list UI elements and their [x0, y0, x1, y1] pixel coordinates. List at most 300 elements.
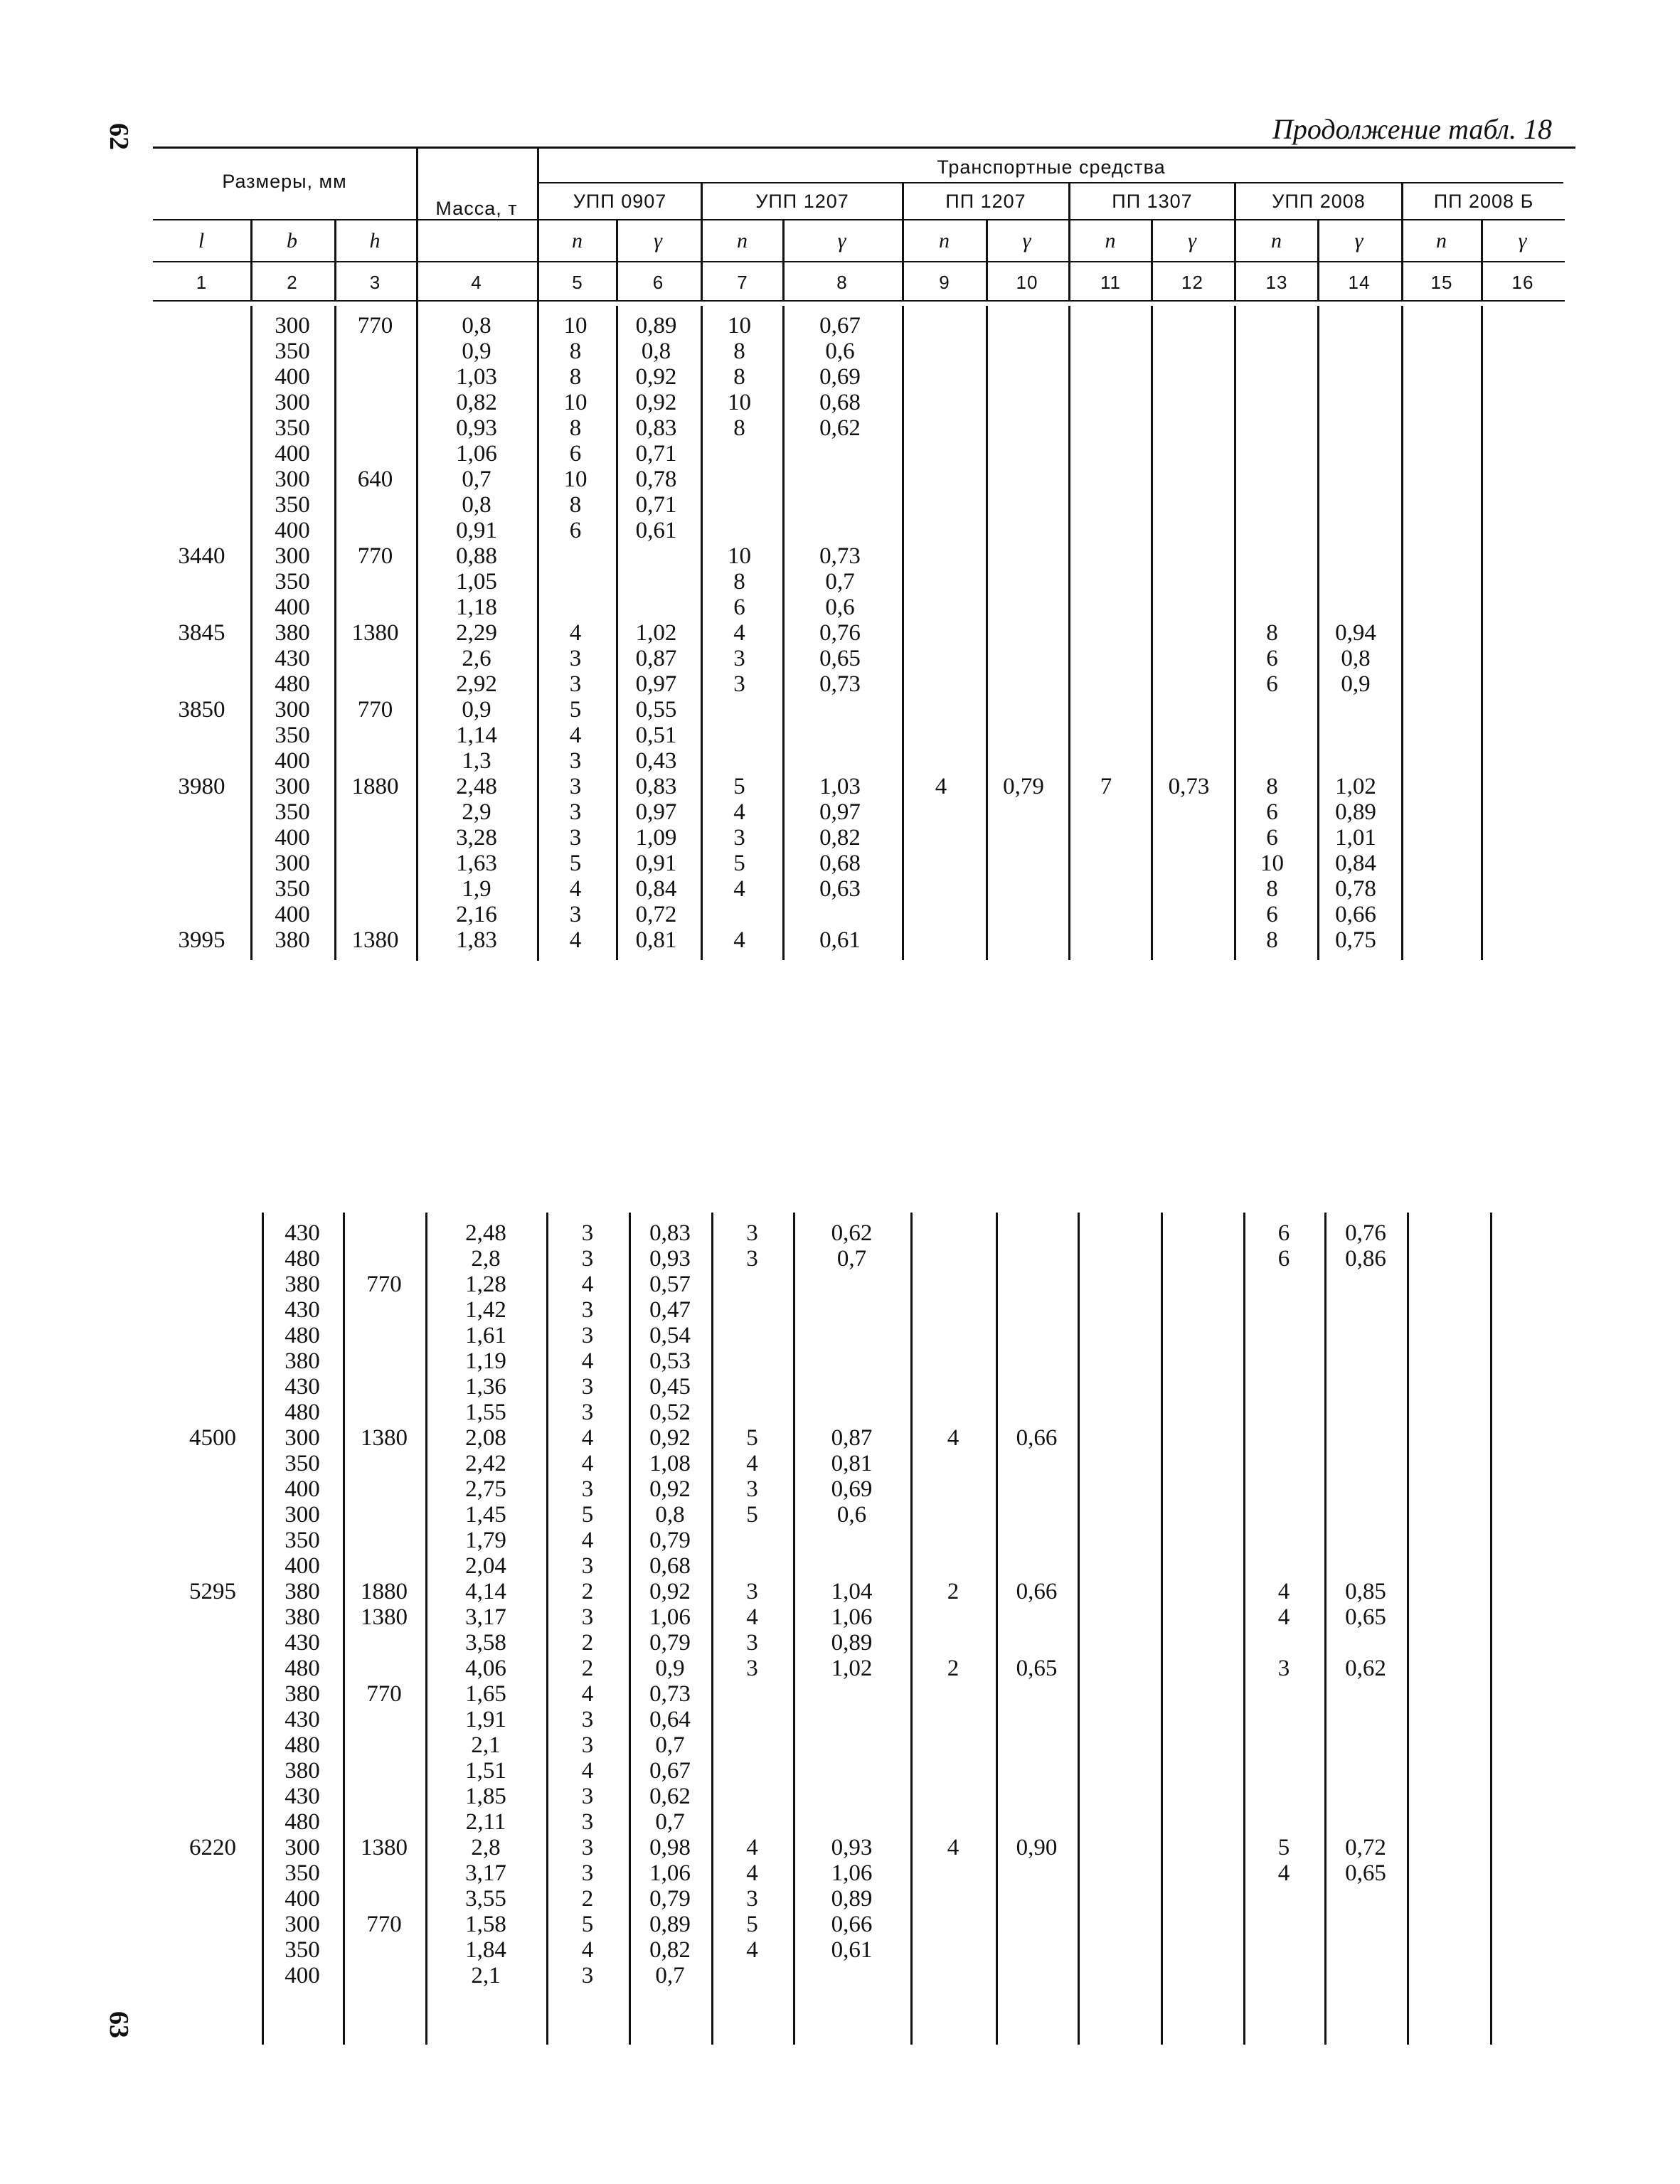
cell-pp1307-n: [1078, 1220, 1161, 1246]
cell-pp2008b-gamma: [1477, 518, 1561, 543]
cell-upp1207-n: [698, 723, 780, 748]
cell-pp1207-gamma: [982, 569, 1065, 595]
cell-h: 1380: [351, 620, 399, 646]
cell-pp2008b-gamma: [1477, 467, 1561, 492]
cell-l: [164, 1912, 262, 1937]
cell-upp2008-gamma: 0,86: [1345, 1246, 1386, 1272]
table-row: [153, 825, 1561, 851]
column-number: 9: [939, 272, 950, 293]
cell-l: [164, 1502, 262, 1528]
cell-pp1207-n: [900, 492, 982, 518]
cell-upp0907-n: 4: [581, 1681, 594, 1707]
cell-h: [343, 1297, 425, 1323]
cell-upp2008-gamma: [1314, 748, 1398, 774]
cell-pp1307-n: [1065, 595, 1147, 620]
cell-pp1207-n: [910, 1886, 996, 1912]
cell-pp1207-gamma: [996, 1323, 1078, 1348]
cell-upp0907-n: 4: [581, 1272, 594, 1297]
cell-pp1307-n: [1078, 1400, 1161, 1425]
cell-upp0907-n: 3: [569, 671, 582, 697]
cell-upp0907-gamma: 0,79: [649, 1630, 691, 1656]
cell-pp1307-gamma: [1161, 1835, 1243, 1860]
cell-pp2008b-n: [1407, 1835, 1490, 1860]
table-row: [153, 364, 1561, 390]
cell-h: 640: [357, 467, 393, 492]
cell-upp1207-gamma: [793, 1297, 910, 1323]
cell-pp1307-n: [1065, 620, 1147, 646]
cell-pp2008b-gamma: [1490, 1604, 1565, 1630]
cell-upp1207-n: 4: [733, 799, 745, 825]
table-row: [153, 492, 1561, 518]
cell-upp0907-gamma: 0,62: [649, 1784, 691, 1809]
cell-h: [334, 518, 416, 543]
table-row: [164, 1502, 1565, 1528]
cell-pp1307-n: [1078, 1732, 1161, 1758]
cell-pp2008b-gamma: [1490, 1886, 1565, 1912]
table-row: [153, 467, 1561, 492]
cell-upp1207-gamma: 0,87: [831, 1425, 873, 1451]
cell-pp1307-gamma: [1161, 1681, 1243, 1707]
cell-upp1207-gamma: 0,73: [819, 543, 861, 569]
cell-pp1307-gamma: [1147, 467, 1230, 492]
cell-mass: 3,17: [465, 1604, 506, 1630]
table-row: [164, 1297, 1565, 1323]
cell-pp1307-gamma: [1147, 339, 1230, 364]
table-row: [164, 1681, 1565, 1707]
cell-upp0907-n: 3: [581, 1784, 594, 1809]
cell-h: [343, 1656, 425, 1681]
cell-pp2008b-gamma: [1490, 1246, 1565, 1272]
cell-b: 400: [275, 902, 310, 927]
cell-pp1307-gamma: [1161, 1604, 1243, 1630]
cell-b: 300: [275, 774, 310, 799]
cell-pp1207-gamma: [982, 441, 1065, 467]
cell-upp1207-gamma: [793, 1553, 910, 1579]
table-row: [164, 1860, 1565, 1886]
cell-pp2008b-gamma: [1477, 569, 1561, 595]
cell-pp1207-n: 4: [935, 774, 947, 799]
cell-upp2008-n: [1243, 1809, 1324, 1835]
cell-upp1207-gamma: 0,76: [819, 620, 861, 646]
cell-l: [164, 1630, 262, 1656]
cell-pp2008b-n: [1407, 1400, 1490, 1425]
cell-upp2008-gamma: [1324, 1348, 1407, 1374]
cell-pp2008b-n: [1407, 1758, 1490, 1784]
cell-pp1307-n: [1065, 927, 1147, 953]
cell-pp1207-gamma: [982, 467, 1065, 492]
cell-upp2008-n: 4: [1277, 1860, 1290, 1886]
cell-mass: 2,08: [465, 1425, 506, 1451]
cell-pp1307-n: [1078, 1681, 1161, 1707]
cell-b: 400: [275, 595, 310, 620]
cell-h: [343, 1758, 425, 1784]
cell-pp1207-gamma: [996, 1912, 1078, 1937]
cell-h: [334, 390, 416, 415]
cell-pp2008b-gamma: [1490, 1784, 1565, 1809]
cell-h: [334, 492, 416, 518]
cell-b: 380: [275, 620, 310, 646]
cell-pp2008b-gamma: [1490, 1425, 1565, 1451]
cell-upp2008-n: [1230, 313, 1314, 339]
cell-l: [164, 1886, 262, 1912]
table-row: [153, 595, 1561, 620]
cell-h: 1380: [361, 1425, 408, 1451]
gamma-header: γ: [654, 229, 663, 252]
cell-mass: 0,82: [456, 390, 497, 415]
cell-pp1207-gamma: [982, 825, 1065, 851]
table-caption: Продолжение табл. 18: [1272, 113, 1552, 145]
table-row: [164, 1963, 1565, 1988]
cell-upp0907-n: 3: [581, 1860, 594, 1886]
cell-pp2008b-n: [1398, 313, 1477, 339]
column-number: 16: [1511, 272, 1534, 293]
cell-pp1307-gamma: [1161, 1553, 1243, 1579]
cell-pp1207-gamma: [982, 543, 1065, 569]
cell-mass: 0,88: [456, 543, 497, 569]
cell-upp2008-gamma: [1314, 441, 1398, 467]
cell-upp1207-gamma: 1,03: [819, 774, 861, 799]
cell-l: [153, 748, 250, 774]
table-row: [164, 1220, 1565, 1246]
cell-pp1207-n: 4: [947, 1425, 959, 1451]
cell-upp2008-n: [1230, 595, 1314, 620]
cell-upp1207-gamma: [793, 1758, 910, 1784]
cell-pp1307-gamma: [1147, 646, 1230, 671]
cell-l: [164, 1784, 262, 1809]
cell-pp1307-n: [1078, 1246, 1161, 1272]
cell-pp2008b-n: [1398, 543, 1477, 569]
cell-upp0907-gamma: 0,51: [635, 723, 677, 748]
cell-pp1307-n: [1065, 492, 1147, 518]
cell-mass: 0,8: [462, 492, 491, 518]
cell-pp1307-gamma: [1147, 671, 1230, 697]
cell-l: [164, 1656, 262, 1681]
page-number-bottom: 63: [104, 2011, 134, 2038]
cell-upp2008-gamma: [1324, 1630, 1407, 1656]
cell-pp1207-gamma: [982, 799, 1065, 825]
cell-upp2008-n: [1230, 697, 1314, 723]
cell-upp2008-n: [1243, 1348, 1324, 1374]
cell-pp2008b-n: [1407, 1912, 1490, 1937]
cell-upp2008-n: [1230, 748, 1314, 774]
cell-pp2008b-gamma: [1490, 1860, 1565, 1886]
cell-upp0907-n: [537, 569, 614, 595]
cell-upp1207-n: [698, 518, 780, 543]
cell-pp2008b-gamma: [1490, 1963, 1565, 1988]
cell-pp1307-gamma: [1161, 1937, 1243, 1963]
cell-upp2008-n: 6: [1266, 799, 1278, 825]
cell-mass: 0,91: [456, 518, 497, 543]
table-row: [153, 799, 1561, 825]
cell-upp2008-gamma: [1324, 1476, 1407, 1502]
cell-pp1307-n: [1065, 876, 1147, 902]
cell-upp1207-n: 10: [728, 543, 751, 569]
cell-upp0907-n: 5: [581, 1912, 594, 1937]
cell-b: 430: [285, 1297, 320, 1323]
cell-h: [343, 1348, 425, 1374]
cell-upp0907-n: 6: [569, 441, 582, 467]
cell-pp1307-gamma: [1161, 1451, 1243, 1476]
cell-b: 350: [275, 569, 310, 595]
cell-pp1207-gamma: [982, 415, 1065, 441]
cell-l: [153, 313, 250, 339]
cell-upp1207-gamma: 0,69: [831, 1476, 873, 1502]
cell-upp1207-n: [711, 1272, 793, 1297]
cell-upp1207-gamma: 0,81: [831, 1451, 873, 1476]
cell-pp2008b-gamma: [1477, 927, 1561, 953]
cell-upp2008-gamma: 0,65: [1345, 1860, 1386, 1886]
cell-pp1307-n: [1065, 518, 1147, 543]
cell-pp1307-gamma: [1161, 1963, 1243, 1988]
column-number: 13: [1265, 272, 1288, 293]
cell-h: [343, 1707, 425, 1732]
table-row: [164, 1912, 1565, 1937]
cell-h: [334, 569, 416, 595]
cell-h: [334, 595, 416, 620]
cell-upp2008-gamma: [1314, 364, 1398, 390]
cell-upp1207-n: 8: [733, 415, 745, 441]
cell-upp1207-gamma: 0,6: [825, 595, 855, 620]
cell-l: [164, 1451, 262, 1476]
table-row: [164, 1425, 1565, 1451]
cell-pp1207-gamma: [996, 1809, 1078, 1835]
cell-pp2008b-n: [1407, 1604, 1490, 1630]
cell-pp2008b-gamma: [1490, 1400, 1565, 1425]
cell-l: [164, 1348, 262, 1374]
column-number: 1: [196, 272, 208, 293]
table-row: [164, 1400, 1565, 1425]
cell-b: 480: [285, 1323, 320, 1348]
cell-h: [334, 646, 416, 671]
cell-pp1207-n: [910, 1272, 996, 1297]
cell-upp1207-gamma: 1,06: [831, 1860, 873, 1886]
cell-pp2008b-gamma: [1477, 620, 1561, 646]
cell-pp1307-gamma: [1147, 748, 1230, 774]
cell-pp1207-gamma: [996, 1758, 1078, 1784]
cell-pp1307-n: [1078, 1809, 1161, 1835]
cell-pp1307-n: [1065, 697, 1147, 723]
n-header: n: [572, 229, 583, 252]
cell-upp2008-gamma: [1314, 595, 1398, 620]
cell-upp2008-n: [1230, 415, 1314, 441]
cell-upp2008-gamma: [1324, 1425, 1407, 1451]
cell-upp0907-n: 8: [569, 492, 582, 518]
cell-b: 380: [285, 1758, 320, 1784]
cell-pp1207-gamma: [982, 723, 1065, 748]
table-row: [153, 748, 1561, 774]
cell-pp2008b-n: [1398, 799, 1477, 825]
cell-h: 1880: [351, 774, 399, 799]
cell-mass: 1,91: [465, 1707, 506, 1732]
cell-pp1307-gamma: [1147, 799, 1230, 825]
cell-pp1307-gamma: [1147, 364, 1230, 390]
cell-pp1207-gamma: [996, 1451, 1078, 1476]
cell-b: 430: [285, 1630, 320, 1656]
cell-pp1207-gamma: [996, 1297, 1078, 1323]
cell-mass: 1,45: [465, 1502, 506, 1528]
cell-upp2008-gamma: [1314, 415, 1398, 441]
cell-upp2008-n: [1243, 1681, 1324, 1707]
cell-upp2008-gamma: [1324, 1400, 1407, 1425]
vehicle-header: ПП 2008 Б: [1433, 191, 1534, 212]
cell-upp1207-gamma: [793, 1528, 910, 1553]
cell-upp0907-n: 4: [581, 1451, 594, 1476]
gamma-header: γ: [1188, 229, 1197, 252]
cell-upp2008-gamma: [1314, 390, 1398, 415]
cell-pp1207-n: [910, 1937, 996, 1963]
cell-upp0907-gamma: 0,93: [649, 1246, 691, 1272]
cell-upp0907-gamma: 0,92: [635, 364, 677, 390]
n-header: n: [737, 229, 748, 252]
cell-upp2008-gamma: [1314, 697, 1398, 723]
cell-upp0907-n: 3: [581, 1963, 594, 1988]
cell-pp1207-n: [900, 902, 982, 927]
cell-pp2008b-gamma: [1477, 671, 1561, 697]
cell-pp2008b-gamma: [1477, 313, 1561, 339]
cell-upp2008-n: [1243, 1451, 1324, 1476]
cell-pp1307-gamma: [1161, 1912, 1243, 1937]
column-number: 12: [1181, 272, 1203, 293]
cell-upp0907-gamma: 0,98: [649, 1835, 691, 1860]
cell-b: 430: [285, 1220, 320, 1246]
cell-pp1307-gamma: [1147, 543, 1230, 569]
cell-upp1207-gamma: 1,04: [831, 1579, 873, 1604]
cell-mass: 2,16: [456, 902, 497, 927]
cell-pp2008b-n: [1407, 1476, 1490, 1502]
cell-upp2008-n: [1230, 492, 1314, 518]
cell-pp2008b-gamma: [1490, 1451, 1565, 1476]
cell-b: 300: [275, 390, 310, 415]
cell-upp0907-n: 3: [581, 1604, 594, 1630]
cell-upp1207-gamma: 0,7: [836, 1246, 867, 1272]
cell-pp2008b-gamma: [1477, 492, 1561, 518]
cell-pp1307-n: [1065, 851, 1147, 876]
cell-upp0907-gamma: 0,92: [649, 1476, 691, 1502]
column-number: 11: [1100, 272, 1121, 293]
cell-pp1207-n: [910, 1246, 996, 1272]
cell-upp1207-n: 3: [746, 1656, 758, 1681]
cell-upp2008-gamma: [1324, 1528, 1407, 1553]
cell-b: 400: [275, 364, 310, 390]
cell-pp1207-n: [910, 1348, 996, 1374]
cell-pp1207-gamma: [996, 1630, 1078, 1656]
cell-h: [343, 1732, 425, 1758]
cell-upp2008-gamma: [1324, 1809, 1407, 1835]
cell-b: 300: [275, 467, 310, 492]
cell-pp2008b-gamma: [1490, 1297, 1565, 1323]
cell-upp0907-gamma: 0,53: [649, 1348, 691, 1374]
page-number-top: 62: [104, 123, 134, 150]
cell-pp2008b-gamma: [1490, 1707, 1565, 1732]
cell-pp1307-n: [1078, 1528, 1161, 1553]
cell-pp2008b-gamma: [1477, 415, 1561, 441]
cell-pp1207-n: [910, 1553, 996, 1579]
cell-l: [164, 1400, 262, 1425]
cell-upp0907-n: 3: [581, 1835, 594, 1860]
cell-upp2008-n: [1230, 364, 1314, 390]
cell-upp1207-n: [711, 1681, 793, 1707]
cell-upp0907-gamma: 1,08: [649, 1451, 691, 1476]
cell-pp1307-n: [1065, 723, 1147, 748]
cell-pp1307-n: [1078, 1272, 1161, 1297]
cell-pp1207-gamma: 0,79: [1003, 774, 1044, 799]
cell-pp2008b-gamma: [1477, 774, 1561, 799]
cell-pp2008b-n: [1398, 671, 1477, 697]
cell-pp1207-n: [910, 1860, 996, 1886]
cell-pp2008b-n: [1407, 1656, 1490, 1681]
cell-h: [334, 364, 416, 390]
cell-upp1207-n: [711, 1528, 793, 1553]
cell-pp1207-n: [910, 1451, 996, 1476]
cell-pp1207-gamma: [996, 1476, 1078, 1502]
cell-mass: 0,7: [462, 467, 491, 492]
cell-upp2008-n: [1243, 1886, 1324, 1912]
cell-b: 400: [285, 1553, 320, 1579]
cell-upp1207-n: 3: [733, 646, 745, 671]
cell-pp2008b-n: [1398, 390, 1477, 415]
cell-upp0907-gamma: 0,8: [655, 1502, 685, 1528]
cell-b: 480: [285, 1400, 320, 1425]
cell-upp2008-gamma: [1324, 1323, 1407, 1348]
cell-pp1307-n: [1078, 1425, 1161, 1451]
cell-pp2008b-gamma: [1477, 799, 1561, 825]
cell-h: [334, 748, 416, 774]
cell-upp2008-gamma: 0,94: [1335, 620, 1376, 646]
cell-upp1207-n: 8: [733, 364, 745, 390]
cell-upp2008-gamma: 0,89: [1335, 799, 1376, 825]
cell-l: [153, 339, 250, 364]
cell-upp1207-gamma: 0,62: [831, 1220, 873, 1246]
cell-b: 430: [285, 1784, 320, 1809]
cell-pp2008b-n: [1407, 1451, 1490, 1476]
sizes-header: Размеры, мм: [222, 171, 347, 192]
cell-pp1207-gamma: [996, 1604, 1078, 1630]
cell-pp2008b-n: [1407, 1297, 1490, 1323]
table-block-2: [164, 1220, 1565, 1988]
cell-l: [164, 1707, 262, 1732]
cell-pp1307-gamma: [1147, 390, 1230, 415]
cell-upp1207-gamma: 0,62: [819, 415, 861, 441]
table-row: [153, 313, 1561, 339]
table-row: [164, 1272, 1565, 1297]
cell-upp1207-gamma: [793, 1400, 910, 1425]
cell-pp1207-gamma: [996, 1937, 1078, 1963]
cell-upp2008-n: [1243, 1528, 1324, 1553]
cell-mass: 2,42: [465, 1451, 506, 1476]
cell-pp1307-gamma: [1161, 1323, 1243, 1348]
cell-l: [153, 441, 250, 467]
cell-pp1207-gamma: [996, 1860, 1078, 1886]
cell-b: 350: [285, 1860, 320, 1886]
cell-l: [164, 1528, 262, 1553]
cell-pp2008b-gamma: [1490, 1835, 1565, 1860]
cell-pp1307-n: [1065, 825, 1147, 851]
column-number: 8: [836, 272, 848, 293]
table-row: [153, 390, 1561, 415]
cell-mass: 2,1: [471, 1732, 501, 1758]
cell-pp1307-gamma: [1147, 313, 1230, 339]
cell-upp2008-gamma: [1324, 1272, 1407, 1297]
cell-upp2008-gamma: [1314, 339, 1398, 364]
cell-b: 300: [275, 313, 310, 339]
cell-h: [334, 415, 416, 441]
cell-mass: 1,58: [465, 1912, 506, 1937]
cell-mass: 2,29: [456, 620, 497, 646]
table-row: [164, 1579, 1565, 1604]
cell-upp0907-gamma: 0,55: [635, 697, 677, 723]
cell-upp2008-gamma: [1314, 467, 1398, 492]
cell-pp1207-gamma: [996, 1528, 1078, 1553]
